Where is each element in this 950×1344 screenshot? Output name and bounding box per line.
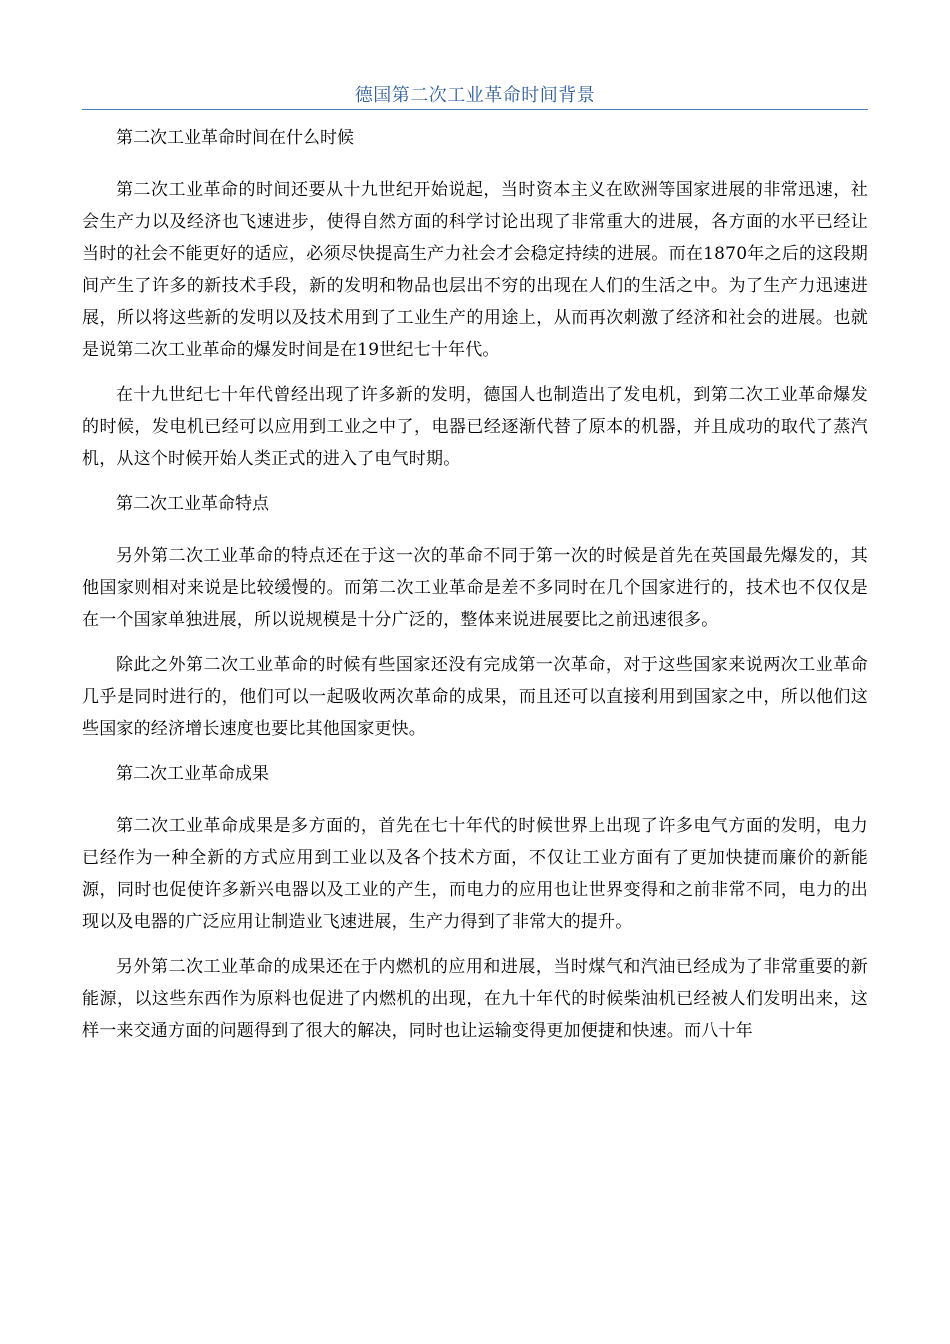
title-underline-rule bbox=[82, 109, 868, 110]
paragraph-results-engine: 另外第二次工业革命的成果还在于内燃机的应用和进展，当时煤气和汽油已经成为了非常重要的新能源，以这些东西作为原料也促进了内燃机的出现，在九十年代的时候柴油机已经被人们发明出来，这样一来交通方面的问题得到了很大的解决，同时也让运输变得更加便捷和快速。而八十年 bbox=[82, 957, 868, 1041]
section-heading-features: 第二次工业革命特点 bbox=[116, 494, 269, 514]
paragraph-features-growth: 除此之外第二次工业革命的时候有些国家还没有完成第一次革命，对于这些国家来说两次工业革命几乎是同时进行的，他们可以一起吸收两次革命的成果，而且还可以直接利用到国家之中，所以他们这些国家的经济增长速度也要比其他国家更快。 bbox=[82, 655, 868, 739]
document-title: 德国第二次工业革命时间背景 bbox=[354, 85, 596, 106]
section-heading-time: 第二次工业革命时间在什么时候 bbox=[116, 128, 354, 148]
paragraph-results-electricity: 第二次工业革命成果是多方面的，首先在七十年代的时候世界上出现了许多电气方面的发明，电力已经作为一种全新的方式应用到工业以及各个技术方面，不仅让工业方面有了更加快捷而廉价的新能源，同时也促使许多新兴电器以及工业的产生，而电力的应用也让世界变得和之前非常不同，电力的出现以及电器的广泛应用让制造业飞速进展，生产力得到了非常大的提升。 bbox=[82, 816, 868, 932]
section-heading-results: 第二次工业革命成果 bbox=[116, 764, 269, 784]
paragraph-generator: 在十九世纪七十年代曾经出现了许多新的发明，德国人也制造出了发电机，到第二次工业革命爆发的时候，发电机已经可以应用到工业之中了，电器已经逐渐代替了原本的机器，并且成功的取代了蒸汽机，从这个时候开始人类正式的进入了电气时期。 bbox=[82, 385, 868, 469]
paragraph-time-origin: 第二次工业革命的时间还要从十九世纪开始说起，当时资本主义在欧洲等国家进展的非常迅速，社会生产力以及经济也飞速进步，使得自然方面的科学讨论出现了非常重大的进展，各方面的水平已经让当时的社会不能更好的适应，必须尽快提高生产力社会才会稳定持续的进展。而在1870年之后的这段期间产生了许多的新技术手段，新的发明和物品也层出不穷的出现在人们的生活之中。为了生产力迅速进展，所以将这些新的发明以及技术用到了工业生产的用途上，从而再次刺激了经济和社会的进展。也就是说第二次工业革命的爆发时间是在19世纪七十年代。 bbox=[82, 180, 868, 360]
paragraph-features-scale: 另外第二次工业革命的特点还在于这一次的革命不同于第一次的时候是首先在英国最先爆发的，其他国家则相对来说是比较缓慢的。而第二次工业革命是差不多同时在几个国家进行的，技术也不仅仅是在一个国家单独进展，所以说规模是十分广泛的，整体来说进展要比之前迅速很多。 bbox=[82, 546, 868, 630]
document-body bbox=[82, 122, 868, 1060]
